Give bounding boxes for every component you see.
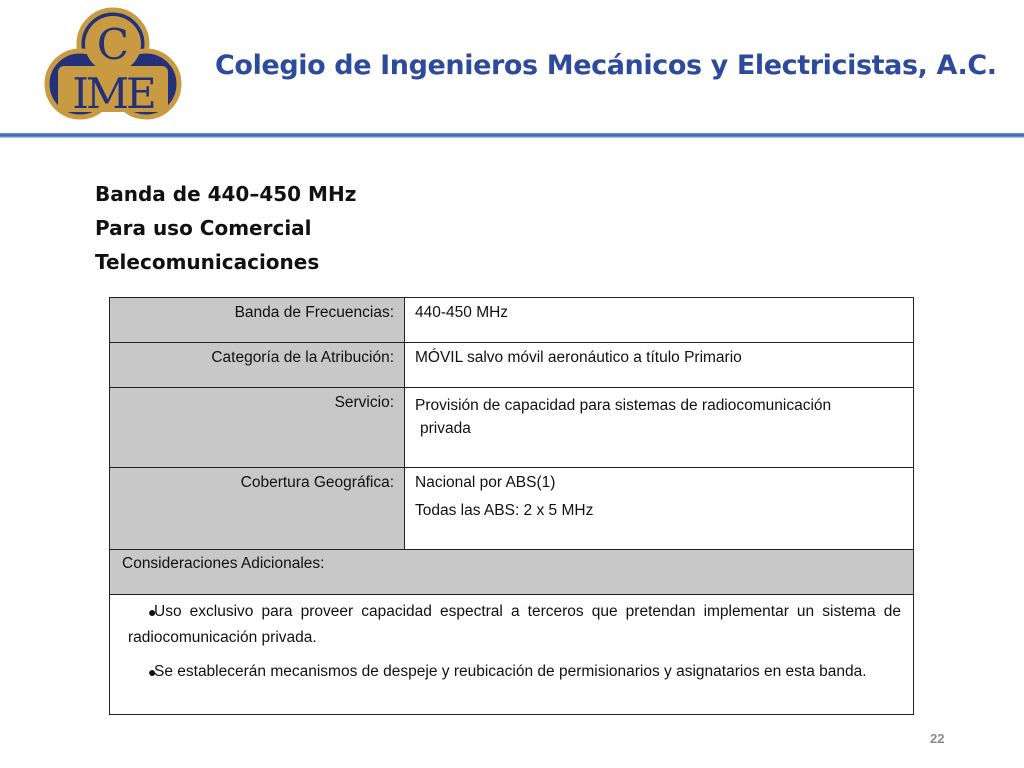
svg-text:IME: IME [72,69,154,118]
service-line-2: privada [420,420,471,437]
service-line-1: Provisión de capacidad para sistemas de radiocomunicación [415,397,832,414]
value-frequency-band: 440-450 MHz [405,298,914,343]
label-geographic-coverage: Cobertura Geográfica: [110,468,405,550]
additional-considerations-header: Consideraciones Adicionales: [110,550,914,595]
value-service [405,388,914,468]
organization-title: Colegio de Ingenieros Mecánicos y Electricistas, A.C. [215,50,997,81]
cime-logo [44,4,182,128]
table-row [110,550,914,595]
cime-logo-emblem [44,4,182,128]
label-service: Servicio: [110,388,405,468]
bullet-icon: ● [148,604,157,620]
value-allocation-category: MÓVIL salvo móvil aeronáutico a título Primario [405,343,914,388]
svg-text:C: C [96,20,130,69]
slide-intro [95,177,356,279]
intro-sector: Telecomunicaciones [95,250,320,274]
page-number: 22 [930,731,945,746]
table-row [110,595,914,715]
table-row [110,343,914,388]
additional-considerations-list [110,595,914,715]
table-row [110,468,914,550]
table-row [110,298,914,343]
value-geographic-coverage [405,468,914,550]
bullet-text: Se establecerán mecanismos de despeje y reubicación de permisionarios y asignatarios en esta banda. [154,663,867,680]
list-item [148,659,901,685]
coverage-line-1: Nacional por ABS(1) [415,474,556,491]
list-item [128,599,901,651]
label-allocation-category: Categoría de la Atribución: [110,343,405,388]
intro-use: Para uso Comercial [95,216,312,240]
label-frequency-band: Banda de Frecuencias: [110,298,405,343]
header-divider [0,133,1024,138]
coverage-line-2: Todas las ABS: 2 x 5 MHz [415,502,594,519]
bullet-text: Uso exclusivo para proveer capacidad espectral a terceros que pretendan implementar un sistema de radiocomunicación privada. [128,603,901,646]
table-row [110,388,914,468]
frequency-spec-table [109,297,914,715]
bullet-icon: ● [148,664,157,680]
intro-band: Banda de 440–450 MHz [95,182,357,206]
